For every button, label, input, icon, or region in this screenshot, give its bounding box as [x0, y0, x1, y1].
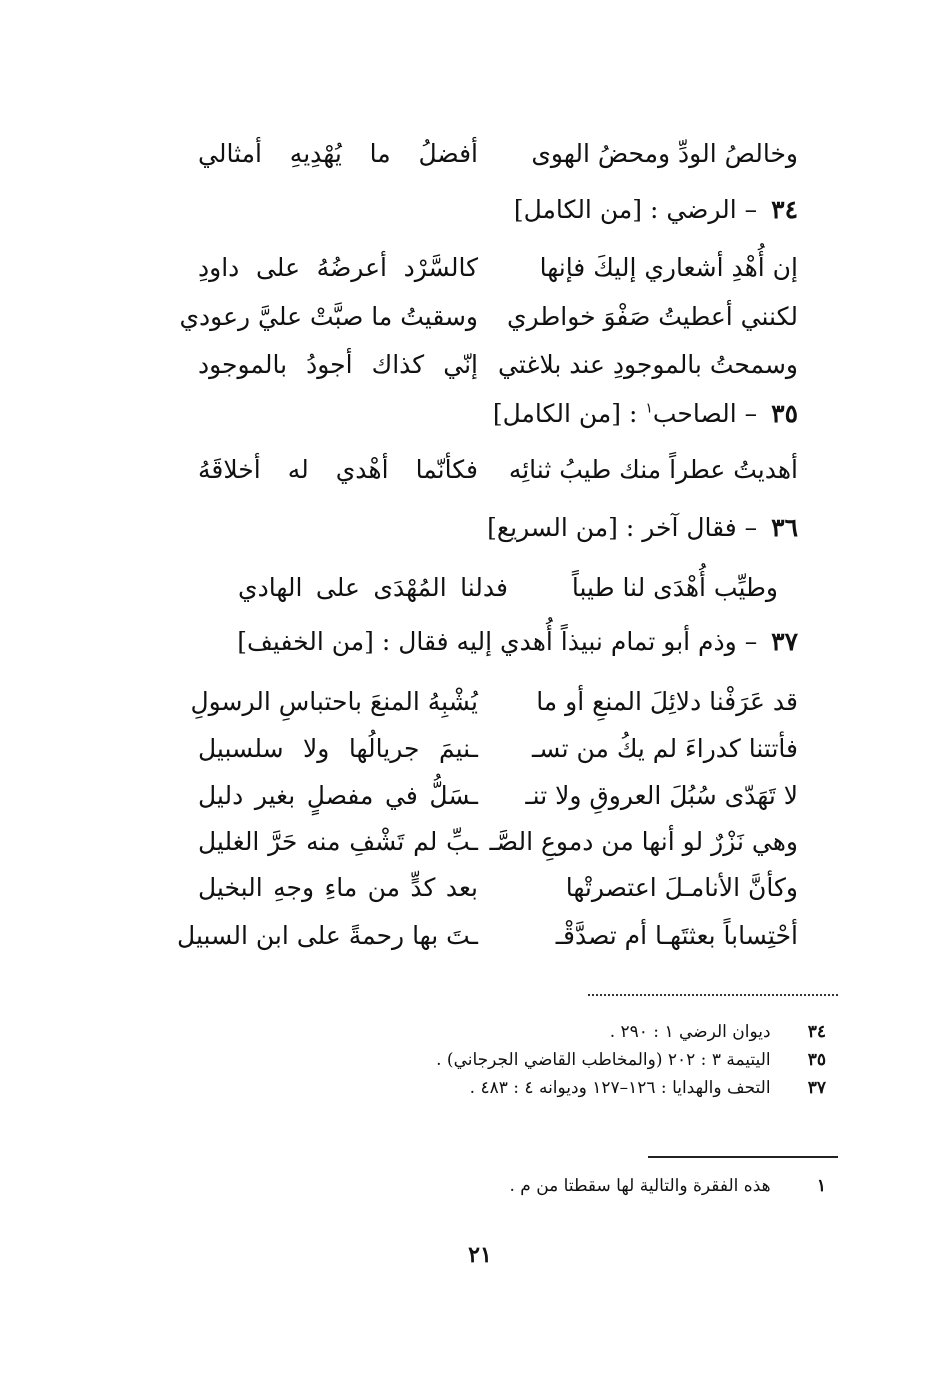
footnote [166, 1172, 826, 1200]
verse-line [190, 678, 798, 726]
source-text: ديوان الرضي ١ : ٢٩٠ . [609, 1022, 771, 1042]
sources-separator [588, 994, 838, 996]
entry-title: – الرضي : [من الكامل] [513, 195, 758, 224]
verse-first-hemistich: لكنني أعطيتُ صَفْوَ خواطري [506, 302, 798, 331]
verse-line [198, 130, 798, 178]
source-number: ٣٤ [807, 1022, 826, 1042]
entry-title: – فقال آخر : [من السريع] [487, 513, 758, 542]
verse-first-hemistich: وطيِّب أُهْدَى لنا طيباً [571, 573, 778, 602]
verse-line [198, 864, 798, 912]
entry-number: ٣٥ [771, 399, 798, 428]
verse-second-hemistich: وسقيتُ ما صبَّتْ عليَّ رعودي [179, 302, 478, 331]
verse-first-hemistich: لا تَهَدّى سُبُلَ العروقِ ولا تنـ [525, 781, 798, 810]
source-text: اليتيمة ٣ : ٢٠٢ (والمخاطب القاضي الجرجاني) . [436, 1050, 771, 1070]
footnote-text: هذه الفقرة والتالية لها سقطتا من م . [509, 1176, 771, 1196]
verse-line [238, 564, 778, 612]
page-number: ٢١ [468, 1242, 492, 1268]
verse-first-hemistich: إن أُهْدِ أشعاري إليكَ فإنها [539, 253, 798, 282]
footnote-separator [648, 1156, 838, 1158]
entry-heading-36 [178, 504, 798, 552]
entry-heading-34 [178, 186, 798, 234]
verse-second-hemistich: فكأنّما أهْدي له أخلاقَهُ [198, 455, 478, 484]
verse-second-hemistich: ـبِّ لم تَشْفِ منه حَرَّ الغليل [198, 827, 478, 856]
verse-line [198, 244, 798, 292]
source-number: ٣٥ [807, 1050, 826, 1070]
verse-second-hemistich: أفضلُ ما يُهْدِيهِ أمثالي [198, 139, 478, 168]
verse-second-hemistich: يُشْبِهُ المنعَ باحتباسِ الرسولِ [190, 687, 478, 716]
entry-number: ٣٧ [771, 627, 798, 656]
verse-first-hemistich: وهي نَزْرٌ لو أنها من دموعِ الصَّـ [489, 827, 798, 856]
verse-first-hemistich: فأتتنا كدراءَ لم يكُ من تسـ [531, 734, 798, 763]
verse-line [198, 772, 798, 820]
entry-heading-37 [178, 618, 798, 666]
entry-meter: : [من الكامل] [492, 399, 646, 428]
verse-line [198, 446, 798, 494]
verse-first-hemistich: وسمحتُ بالموجودِ عند بلاغتي [498, 350, 798, 379]
verse-second-hemistich: ـتَ بها رحمةً على ابن السبيل [177, 921, 478, 950]
verse-line [179, 293, 798, 341]
verse-first-hemistich: أحْتِساباً بعثتَهـا أم تصدَّقْـ [555, 921, 798, 950]
verse-line [198, 341, 798, 389]
source-note [166, 1018, 826, 1046]
source-text: التحف والهدايا : ١٢٦–١٢٧ وديوانه ٤ : ٤٨٣ . [469, 1078, 771, 1098]
verse-second-hemistich: ـنيمَ جريالُها ولا سلسبيل [198, 734, 478, 763]
verse-first-hemistich: قد عَرَفْنا دلائِلَ المنعِ أو ما [536, 687, 798, 716]
verse-line [198, 818, 798, 866]
verse-second-hemistich: فدلنا المُهْدَى على الهادي [238, 573, 508, 602]
entry-heading-35 [178, 390, 798, 438]
entry-title: – وذم أبو تمام نبيذاً أُهدي إليه فقال : [من الخفيف] [237, 627, 758, 656]
verse-second-hemistich: إنّي كذاك أجودُ بالموجود [198, 350, 478, 379]
entry-number: ٣٦ [771, 513, 798, 542]
source-note [166, 1046, 826, 1074]
verse-second-hemistich: ـسَلُّ في مفصلٍ بغير دليل [198, 781, 478, 810]
verse-second-hemistich: كالسَّرْد أعرضُهُ على داودِ [198, 253, 478, 282]
verse-first-hemistich: وكأنَّ الأنامـلَ اعتصرتْها [565, 873, 798, 902]
entry-number: ٣٤ [771, 195, 798, 224]
footnote-number: ١ [816, 1176, 826, 1196]
verse-line [198, 725, 798, 773]
source-note [166, 1074, 826, 1102]
verse-line [177, 912, 798, 960]
entry-title: – الصاحب [652, 399, 758, 428]
verse-first-hemistich: أهديتُ عطراً منك طيبُ ثنائِه [508, 455, 798, 484]
verse-second-hemistich: بعد كدٍّ من ماءِ وجهِ البخيل [198, 873, 478, 902]
source-number: ٣٧ [807, 1078, 826, 1098]
verse-first-hemistich: وخالصُ الودِّ ومحضُ الهوى [531, 139, 798, 168]
footnote-marker: ١ [645, 400, 653, 417]
